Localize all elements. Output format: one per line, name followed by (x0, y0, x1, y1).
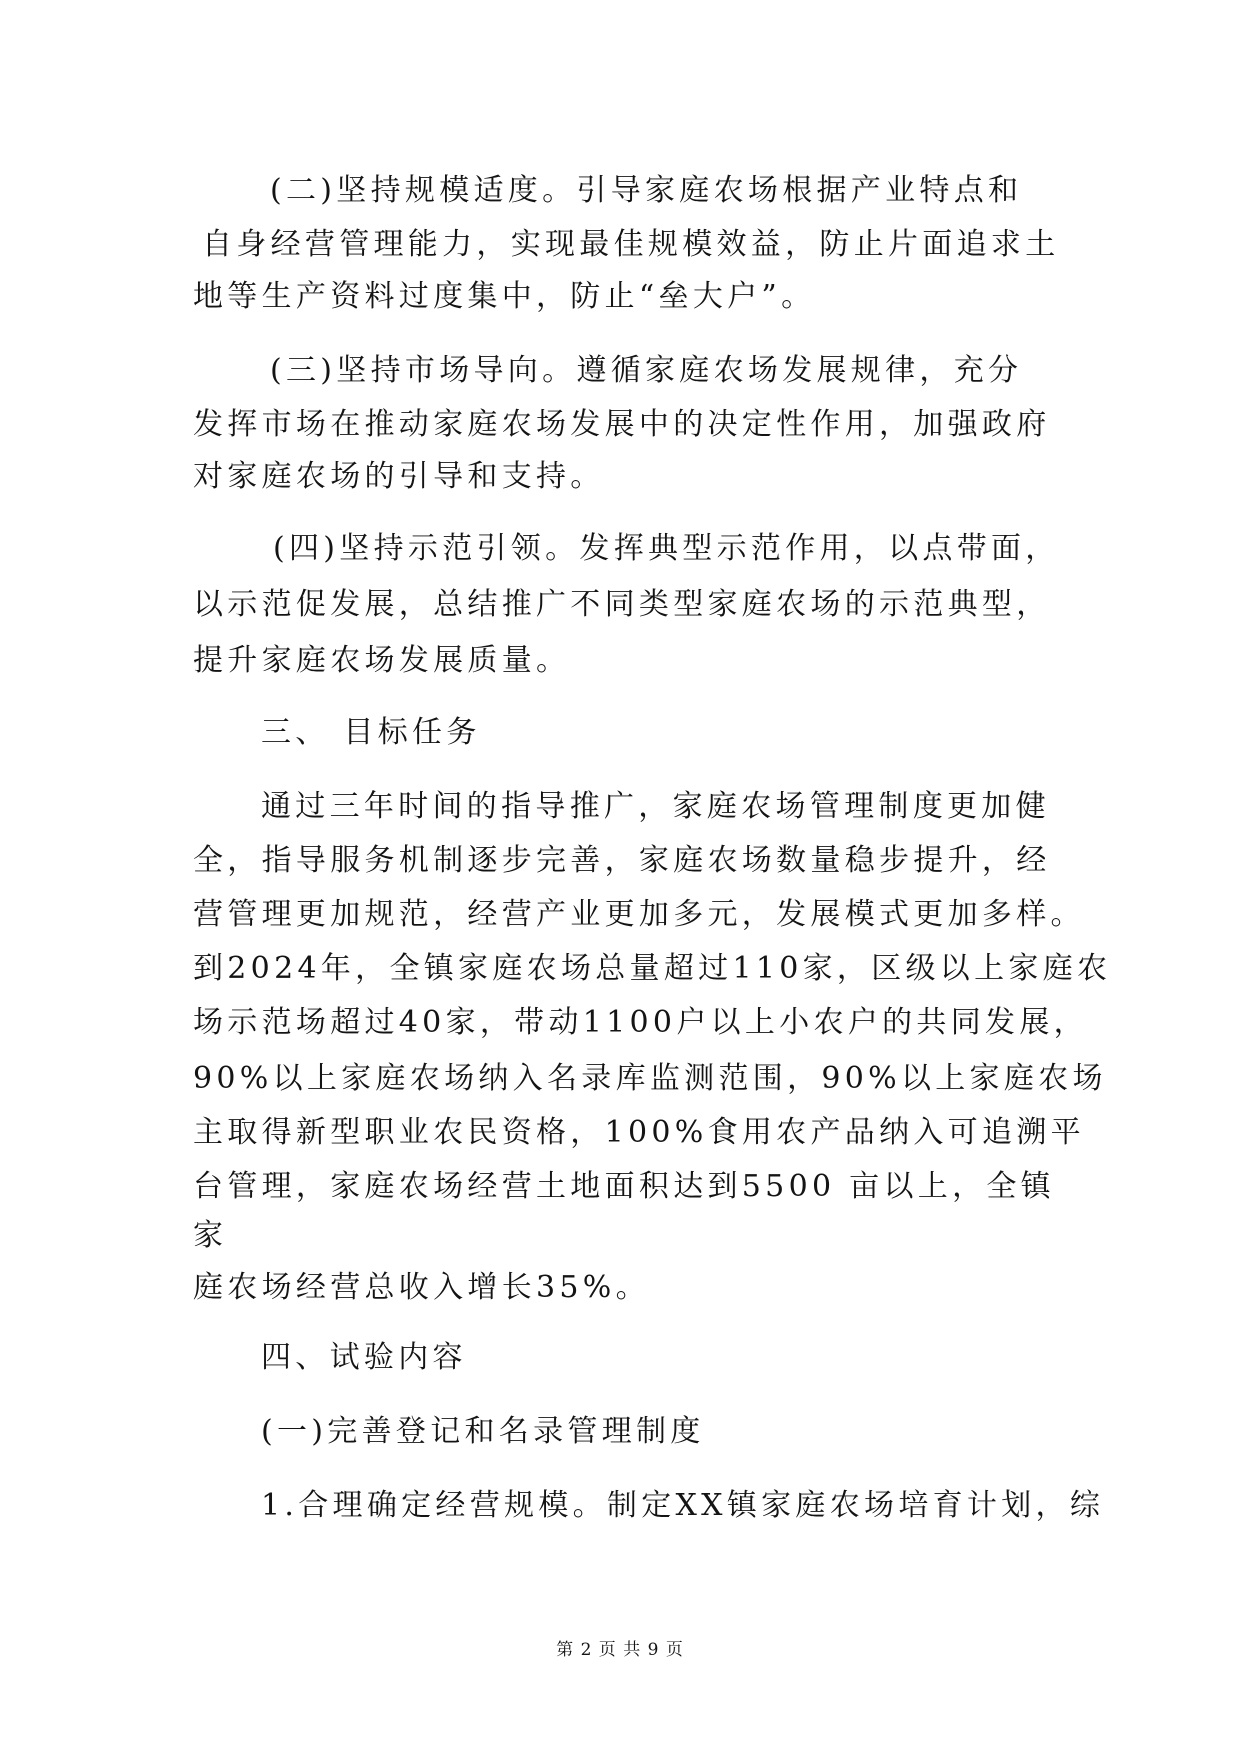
text-line: 90%以上家庭农场纳入名录库监测范围，90%以上家庭农场 (193, 1061, 1107, 1096)
text-line: 对家庭农场的引导和支持。 (193, 459, 605, 494)
page-number-footer: 第 2 页 共 9 页 (556, 1640, 684, 1660)
text-line: 发挥市场在推动家庭农场发展中的决定性作用，加强政府 (193, 407, 1051, 442)
text-line: (二)坚持规模适度。引导家庭农场根据产业特点和 (270, 173, 1023, 208)
text-line: 台管理，家庭农场经营土地面积达到5500 亩以上，全镇 (193, 1169, 1055, 1204)
text-line: 提升家庭农场发展质量。 (193, 643, 571, 678)
text-line: 1.合理确定经营规模。制定XX镇家庭农场培育计划，综 (261, 1488, 1105, 1523)
text-line: 场示范场超过40家，带动1100户以上小农户的共同发展， (193, 1005, 1088, 1040)
text-line: 自身经营管理能力，实现最佳规模效益，防止片面追求土 (202, 227, 1060, 262)
text-line: 到2024年，全镇家庭农场总量超过110家，区级以上家庭农 (193, 951, 1112, 986)
text-line: 通过三年时间的指导推广，家庭农场管理制度更加健 (261, 789, 1050, 824)
subsection-heading-text: (一)完善登记和名录管理制度 (261, 1414, 705, 1449)
text-line: (四)坚持示范引领。发挥典型示范作用，以点带面， (273, 531, 1060, 566)
section-heading-text: 三、 目标任务 (261, 715, 481, 750)
text-line: 以示范促发展，总结推广不同类型家庭农场的示范典型， (193, 587, 1051, 622)
text-line: 营管理更加规范，经营产业更加多元，发展模式更加多样。 (193, 897, 1085, 932)
text-line: 主取得新型职业农民资格，100%食用农产品纳入可追溯平 (193, 1115, 1085, 1150)
text-line: 庭农场经营总收入增长35%。 (193, 1270, 650, 1305)
text-line: 家 (193, 1218, 228, 1253)
text-line: 地等生产资料过度集中，防止“垒大户”。 (193, 279, 816, 314)
text-line: (三)坚持市场导向。遵循家庭农场发展规律，充分 (270, 353, 1023, 388)
text-line: 全，指导服务机制逐步完善，家庭农场数量稳步提升，经 (193, 843, 1051, 878)
section-heading-text: 四、试验内容 (261, 1340, 467, 1375)
